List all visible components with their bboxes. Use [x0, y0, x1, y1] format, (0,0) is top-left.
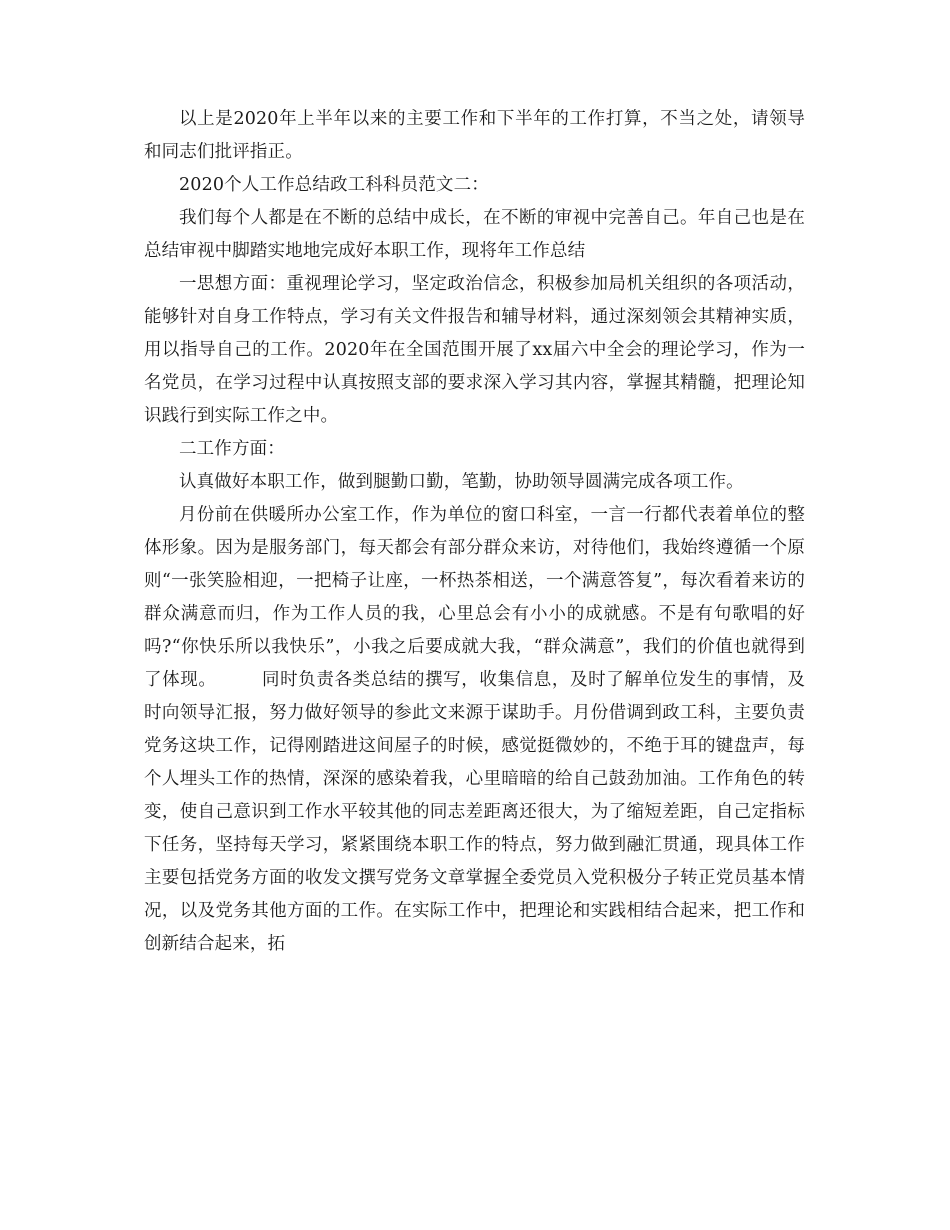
paragraph-ideology: 一思想方面：重视理论学习，坚定政治信念，积极参加局机关组织的各项活动，能够针对自身工作特点，学习有关文件报告和辅导材料，通过深刻领会其精神实质，用以指导自己的工作。2020年在全国范围开展了xx届六中全会的理论学习，作为一名党员，在学习过程中认真按照支部的要求深入学习其内容，掌握其精髓，把理论知识践行到实际工作之中。 [144, 274, 805, 426]
paragraph-intro: 我们每个人都是在不断的总结中成长，在不断的审视中完善自己。年自己也是在总结审视中脚踏实地地完成好本职工作，现将年工作总结 [144, 208, 805, 261]
paragraph-work-heading: 二工作方面： [179, 439, 285, 459]
paragraph-duties: 认真做好本职工作，做到腿勤口勤，笔勤，协助领导圆满完成各项工作。 [179, 472, 744, 492]
paragraph-closing: 以上是2020年上半年以来的主要工作和下半年的工作打算，不当之处，请领导和同志们批评指正。 [144, 109, 805, 162]
paragraph-heading-sample-two: 2020个人工作总结政工科科员范文二： [179, 175, 489, 195]
paragraph-work-details: 月份前在供暖所办公室工作，作为单位的窗口科室，一言一行都代表着单位的整体形象。因为是服务部门，每天都会有部分群众来访，对待他们，我始终遵循一个原则“一张笑脸相迎，一把椅子让座，一杯热茶相送，一个满意答复”，每次看着来访的群众满意而归，作为工作人员的我，心里总会有小小的成就感。不是有句歌唱的好吗?“你快乐所以我快乐”，小我之后要成就大我，“群众满意”，我们的价值也就得到了体现。 同时负责各类总结的撰写，收集信息，及时了解单位发生的事情，及时向领导汇报，努力做好领导的参此文来源于谋助手。月份借调到政工科，主要负责党务这块工作，记得刚踏进这间屋子的时候，感觉挺微妙的，不绝于耳的键盘声，每个人埋头工作的热情，深深的感染着我，心里暗暗的给自己鼓劲加油。工作角色的转变，使自己意识到工作水平较其他的同志差距离还很大，为了缩短差距，自己定指标下任务，坚持每天学习，紧紧围绕本职工作的特点，努力做到融汇贯通，现具体工作主要包括党务方面的收发文撰写党务文章掌握全委党员入党积极分子转正党员基本情况，以及党务其他方面的工作。在实际工作中，把理论和实践相结合起来，把工作和创新结合起来，拓 [144, 505, 805, 954]
